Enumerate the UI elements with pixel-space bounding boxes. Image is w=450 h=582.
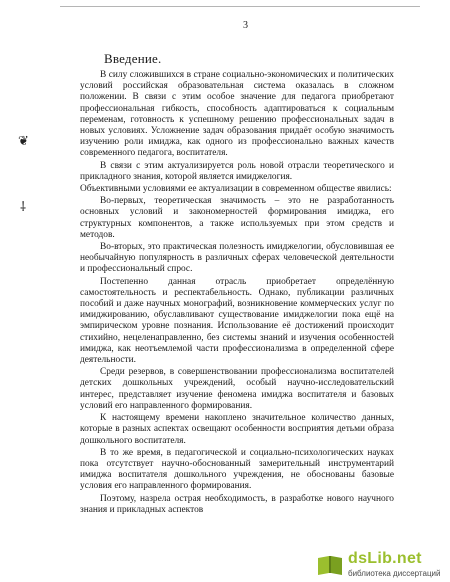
page-heading: Введение. — [104, 51, 162, 66]
paragraph: Во-первых, теоретическая значимость – это не разработанность основных условий и закономерностей формирования имиджа, его структурных компонентов, а также используемых при этом средств и методов. — [80, 196, 394, 240]
book-icon — [316, 554, 344, 576]
margin-mark: ❦ — [18, 133, 29, 148]
body-text — [80, 70, 394, 517]
paragraph: Среди резервов, в совершенствовании профессионализма воспитателей детских дошкольных учреждений, особый научно-исследовательский интерес, представляет изучение феномена имиджа воспитателя и базовых условий его направленного формирования. — [80, 367, 394, 411]
paragraph: В то же время, в педагогической и социально-психологических науках пока отсутствует научно-обоснованный замерительный инструментарий имиджа воспитателя дошкольного учреждения, не обоснованы базовые условия его направленного формирования. — [80, 447, 394, 492]
watermark-subtitle: библиотека диссертаций — [348, 569, 441, 578]
paragraph: К настоящему времени накоплено значительное количество данных, которые в разных аспектах освещают особенности восприятия детьми образа дошкольного воспитателя. — [80, 413, 394, 446]
paragraph: В связи с этим актуализируется роль новой отрасли теоретического и прикладного знания, которой является имиджелогия. — [80, 160, 394, 182]
page-number: 3 — [243, 20, 248, 31]
margin-mark: ⸸ — [20, 199, 27, 214]
paragraph: В силу сложившихся в стране социально-экономических и политических условий российская образовательная система оказалась в сложном положении. В связи с этим особое значение для педагога приобретают профессиональная гибкость, способность адаптироваться к социальным переменам, готовность к успешному решению профессиональных задач в новых условиях. Усложнение задач образования придаёт особую значимость изучению роли имиджа, как одного из профессионально важных качеств современного педагога, воспитателя. — [80, 70, 394, 159]
paragraph: Постепенно данная отрасль приобретает определённую самостоятельность и респектабельность. Однако, публикации различных пособий и даже научных монографий, возникновение коммерческих услуг по имиджированию, обуславливают существование имиджелогии пока ещё на эмпирическом уровне познания. Использование её достижений происходит стихийно, нецеленаправленно, без системы знаний и изучения особенностей имиджа, как неотъемлемой части профессионализма в определенной сфере деятельности. — [80, 276, 394, 366]
watermark-name: dsLib.net — [348, 550, 422, 567]
paragraph: Во-вторых, это практическая полезность имиджелогии, обусловившая ее необычайную популярность в различных сферах человеческой деятельности и профессиональный спрос. — [80, 242, 394, 275]
top-rule — [60, 6, 420, 7]
watermark — [314, 550, 448, 580]
paragraph: Объективными условиями ее актуализации в современном обществе явились: — [80, 184, 392, 195]
paragraph: Поэтому, назрела острая необходимость, в разработке нового научного знания и прикладных аспектов — [80, 493, 394, 515]
